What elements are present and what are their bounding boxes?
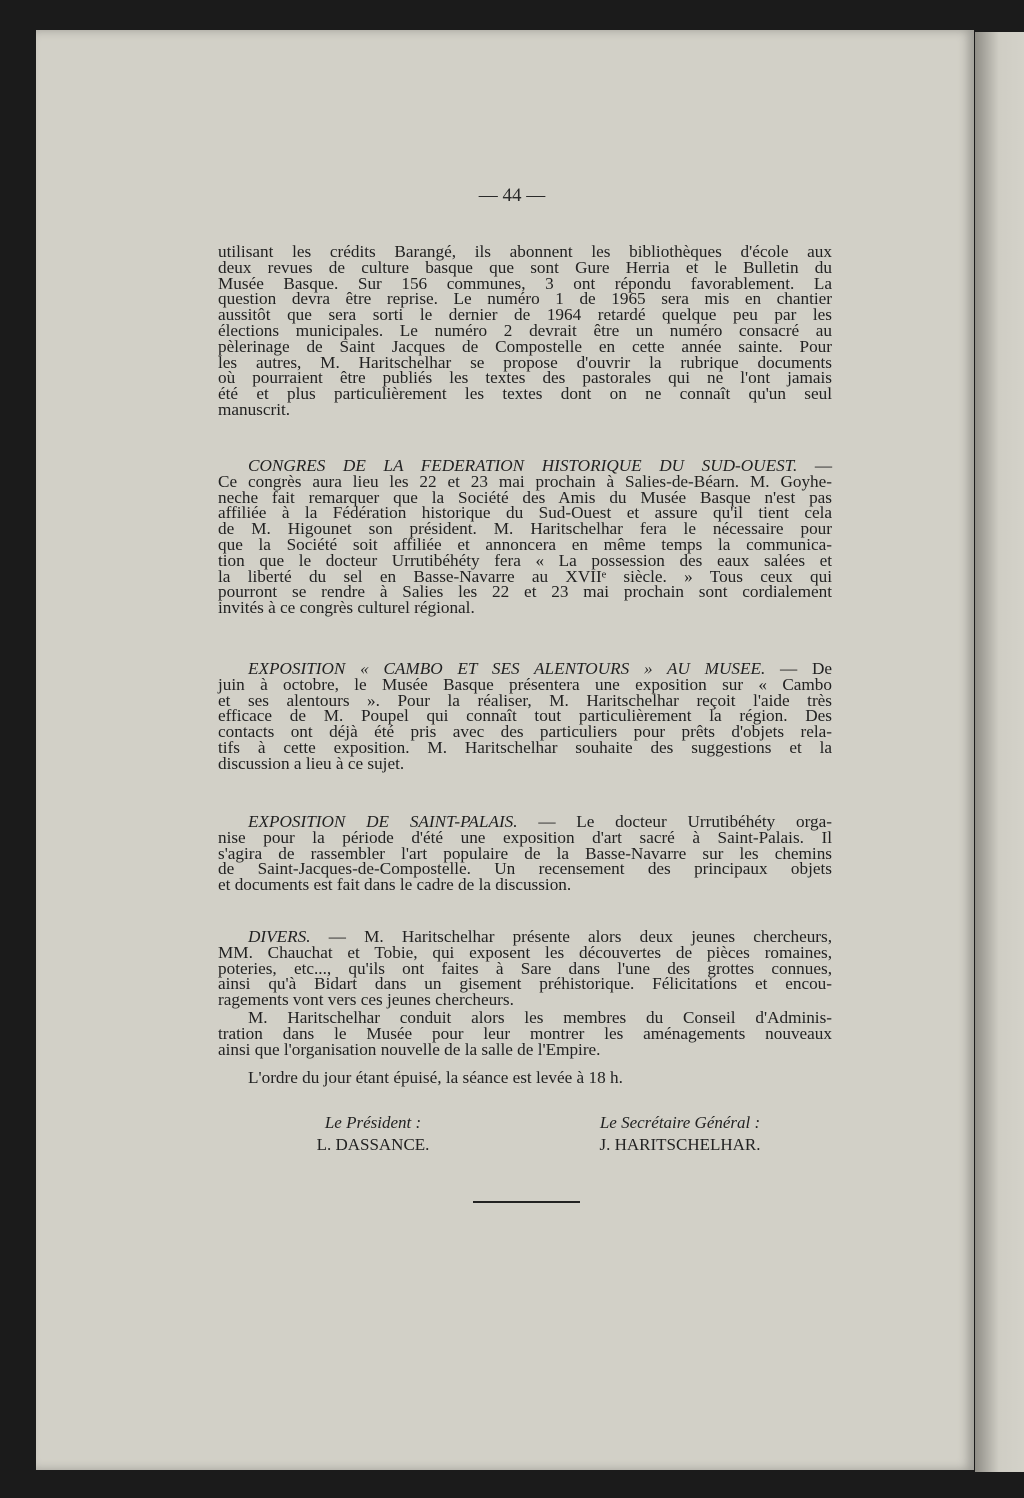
text-line: utilisant les crédits Barangé, ils abonnent les bibliothèques d'école aux	[218, 242, 832, 261]
president-title	[243, 1113, 503, 1133]
text-line: pourront se rendre à Salies les 22 et 23 mai prochain sont cordialement	[218, 582, 832, 602]
text-line: Ce congrès aura lieu les 22 et 23 mai prochain à Salies-de-Béarn. M. Goyhe-	[218, 471, 832, 491]
text-line: affiliée à la Fédération historique du Sud-Ouest et assure qu'il tient cela	[218, 503, 832, 523]
text-line: nise pour la période d'été une exposition d'art sacré à Saint-Palais. Il	[218, 827, 832, 847]
page-number: — 44 —	[478, 185, 546, 206]
text-line: contacts ont déjà été pris avec des particuliers pour prêts d'objets rela-	[218, 722, 832, 742]
text-line: Musée Basque. Sur 156 communes, 3 ont répondu favorablement. La	[218, 273, 832, 293]
secretary-name: J. HARITSCHELHAR.	[599, 1135, 761, 1154]
president-name: L. DASSANCE.	[316, 1135, 430, 1154]
text-line: aussitôt que sera sorti le dernier de 1964 retardé quelque peu par les	[218, 305, 832, 325]
text-line: pèlerinage de Saint Jacques de Compostelle en cette année sainte. Pour	[218, 336, 832, 356]
president-title-text: Le Président :	[324, 1113, 422, 1132]
text-line: la liberté du sel en Basse-Navarre au XVIIᵉ siècle. » Tous ceux qui	[218, 566, 832, 586]
text-line: été et plus particulièrement les textes dont on ne connaît qu'un seul	[218, 384, 832, 404]
paragraph	[218, 458, 832, 616]
text-line: et ses alentours ». Pour la réaliser, M. Haritschelhar reçoit l'aide très	[218, 690, 832, 710]
text-line: invités à ce congrès culturel régional.	[218, 598, 475, 618]
secretary-title-text: Le Secrétaire Général :	[599, 1113, 761, 1132]
text-line: neche fait remarquer que la Société des Amis du Musée Basque n'est pas	[218, 487, 832, 507]
paragraph	[218, 1070, 832, 1086]
text-line: de Saint-Jacques-de-Compostelle. Un recensement des principaux objets	[218, 859, 832, 879]
paragraph	[218, 661, 832, 772]
closing-rule	[473, 1201, 580, 1203]
text-line: MM. Chauchat et Tobie, qui exposent les découvertes de pièces romaines,	[218, 942, 832, 962]
text-line: les autres, M. Haritschelhar se propose d'ouvrir la rubrique documents	[218, 352, 832, 372]
text-line: tifs à cette exposition. M. Haritschelhar souhaite des suggestions et la	[218, 737, 832, 757]
text-line: que la Société soit affiliée et annoncera en même temps la communica-	[218, 534, 832, 554]
text-line: efficace de M. Poupel qui connaît tout particulièrement la région. Des	[218, 706, 832, 726]
text-line: manuscrit.	[218, 399, 291, 419]
text-line: de M. Higounet son président. M. Haritschelhar fera le nécessaire pour	[218, 519, 832, 539]
text-line: tion que le docteur Urrutibéhéty fera « La possession des eaux salées et	[218, 550, 832, 570]
text-line: et documents est fait dans le cadre de la discussion.	[218, 875, 572, 895]
paragraph	[218, 1010, 832, 1057]
text-line: élections municipales. Le numéro 2 devrait être un numéro consacré au	[218, 320, 832, 340]
text-line: poteries, etc..., qu'ils ont faites à Sare dans l'une des grottes connues,	[218, 958, 832, 978]
secretary-title	[550, 1113, 810, 1133]
text-line: M. Haritschelhar conduit alors les membres du Conseil d'Adminis-	[248, 1008, 832, 1027]
section-heading: CONGRES DE LA FEDERATION HISTORIQUE DU SUD-OUEST.	[248, 456, 798, 475]
facing-page-edge	[975, 32, 1024, 1472]
paragraph	[218, 814, 832, 893]
text-line: question devra être reprise. Le numéro 1 de 1965 sera mis en chantier	[218, 289, 832, 309]
section-heading: EXPOSITION DE SAINT-PALAIS.	[248, 812, 518, 831]
text-line: s'agira de rassembler l'art populaire de la Basse-Navarre sur les chemins	[218, 843, 832, 863]
text-line: ainsi qu'à Bidart dans un gisement préhistorique. Félicitations et encou-	[218, 974, 832, 994]
text-line: discussion a lieu à ce sujet.	[218, 753, 405, 773]
text-line: L'ordre du jour étant épuisé, la séance est levée à 18 h.	[248, 1068, 623, 1087]
text-line: tration dans le Musée pour leur montrer les aménagements nouveaux	[218, 1023, 832, 1043]
text-line: où pourraient être publiés les textes des pastorales qui ne l'ont jamais	[218, 368, 832, 388]
text-line: ainsi que l'organisation nouvelle de la salle de l'Empire.	[218, 1039, 601, 1059]
text-line: juin à octobre, le Musée Basque présentera une exposition sur « Cambo	[218, 674, 832, 694]
paragraph	[218, 244, 832, 418]
heading-dash: — Le docteur Urrutibéhéty orga-	[538, 812, 832, 831]
section-heading: DIVERS.	[248, 927, 311, 946]
section-heading: EXPOSITION « CAMBO ET SES ALENTOURS » AU MUSEE.	[248, 659, 766, 678]
heading-dash: — M. Haritschelhar présente alors deux jeunes chercheurs,	[328, 927, 833, 946]
heading-dash: —	[814, 456, 833, 475]
heading-dash: — De	[780, 659, 832, 678]
text-line: ragements vont vers ces jeunes chercheurs.	[218, 990, 514, 1010]
text-line: deux revues de culture basque que sont Gure Herria et le Bulletin du	[218, 257, 832, 277]
paragraph	[218, 929, 832, 1008]
